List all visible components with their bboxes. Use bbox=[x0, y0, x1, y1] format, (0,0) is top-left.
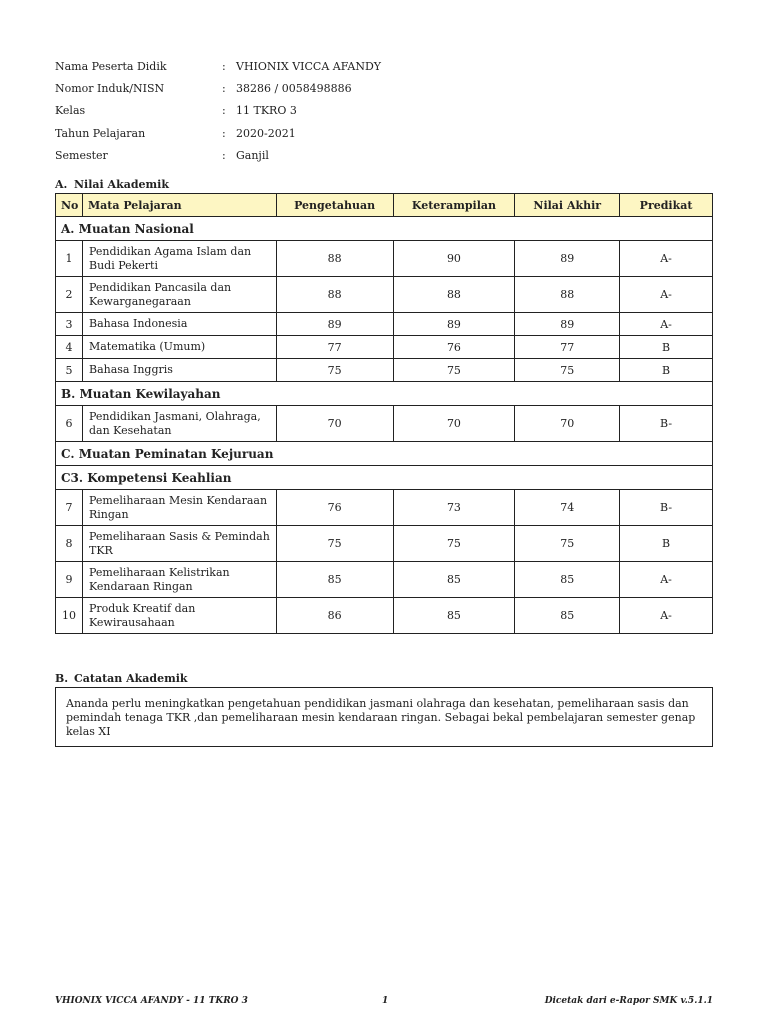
cell-subject: Pemeliharaan Sasis & Pemindah TKR bbox=[82, 526, 276, 562]
table-row bbox=[56, 359, 713, 382]
cell-predikat: A- bbox=[620, 598, 713, 634]
grades-table bbox=[55, 193, 713, 634]
group-row bbox=[56, 442, 713, 466]
cell-predikat: B- bbox=[620, 490, 713, 526]
table-row bbox=[56, 313, 713, 336]
group-label: C. Muatan Peminatan Kejuruan bbox=[56, 442, 713, 466]
cell-keterampilan: 70 bbox=[393, 406, 515, 442]
info-label: Kelas bbox=[55, 104, 86, 118]
cell-keterampilan: 89 bbox=[393, 313, 515, 336]
footer-student: VHIONIX VICCA AFANDY - 11 TKRO 3 bbox=[55, 996, 248, 1006]
cell-subject: Bahasa Indonesia bbox=[82, 313, 276, 336]
cell-subject: Produk Kreatif dan Kewirausahaan bbox=[82, 598, 276, 634]
table-row bbox=[56, 241, 713, 277]
cell-pengetahuan: 89 bbox=[276, 313, 393, 336]
group-label: B. Muatan Kewilayahan bbox=[56, 382, 713, 406]
cell-no: 8 bbox=[56, 526, 83, 562]
group-row bbox=[56, 382, 713, 406]
info-separator: : bbox=[222, 126, 226, 140]
cell-no: 9 bbox=[56, 562, 83, 598]
cell-predikat: A- bbox=[620, 277, 713, 313]
cell-pengetahuan: 77 bbox=[276, 336, 393, 359]
cell-pengetahuan: 85 bbox=[276, 562, 393, 598]
cell-pengetahuan: 75 bbox=[276, 526, 393, 562]
table-row bbox=[56, 562, 713, 598]
cell-nilai-akhir: 85 bbox=[515, 598, 620, 634]
table-row bbox=[56, 277, 713, 313]
cell-subject: Pemeliharaan Mesin Kendaraan Ringan bbox=[82, 490, 276, 526]
header-nilai-akhir: Nilai Akhir bbox=[515, 194, 620, 217]
cell-keterampilan: 75 bbox=[393, 526, 515, 562]
section-title-text: Catatan Akademik bbox=[74, 672, 188, 685]
header-keterampilan: Keterampilan bbox=[393, 194, 515, 217]
info-label: Nama Peserta Didik bbox=[55, 59, 167, 73]
footer-page-number: 1 bbox=[382, 996, 389, 1006]
header-no: No bbox=[56, 194, 83, 217]
cell-no: 6 bbox=[56, 406, 83, 442]
table-row bbox=[56, 598, 713, 634]
cell-predikat: A- bbox=[620, 562, 713, 598]
cell-no: 3 bbox=[56, 313, 83, 336]
cell-predikat: A- bbox=[620, 313, 713, 336]
info-separator: : bbox=[222, 148, 226, 162]
cell-subject: Pendidikan Agama Islam dan Budi Pekerti bbox=[82, 241, 276, 277]
cell-nilai-akhir: 88 bbox=[515, 277, 620, 313]
info-row-name bbox=[55, 55, 381, 77]
cell-pengetahuan: 88 bbox=[276, 241, 393, 277]
cell-keterampilan: 76 bbox=[393, 336, 515, 359]
cell-pengetahuan: 76 bbox=[276, 490, 393, 526]
cell-no: 7 bbox=[56, 490, 83, 526]
academic-note: Ananda perlu meningkatkan pengetahuan pendidikan jasmani olahraga dan kesehatan, pemeliharaan sasis dan pemindah tenaga TKR ,dan pemeliharaan mesin kendaraan ringan. Sebagai bekal pembelajaran semester genap kelas XI bbox=[55, 687, 713, 747]
cell-no: 1 bbox=[56, 241, 83, 277]
info-value: 38286 / 0058498886 bbox=[236, 81, 352, 95]
group-label: C3. Kompetensi Keahlian bbox=[56, 466, 713, 490]
cell-predikat: A- bbox=[620, 241, 713, 277]
cell-subject: Bahasa Inggris bbox=[82, 359, 276, 382]
cell-subject: Pendidikan Jasmani, Olahraga, dan Kesehatan bbox=[82, 406, 276, 442]
cell-subject: Pemeliharaan Kelistrikan Kendaraan Ringan bbox=[82, 562, 276, 598]
cell-predikat: B- bbox=[620, 406, 713, 442]
cell-keterampilan: 73 bbox=[393, 490, 515, 526]
info-row-semester bbox=[55, 144, 381, 166]
cell-keterampilan: 85 bbox=[393, 598, 515, 634]
info-label: Semester bbox=[55, 148, 108, 162]
cell-nilai-akhir: 75 bbox=[515, 359, 620, 382]
cell-predikat: B bbox=[620, 359, 713, 382]
table-row bbox=[56, 526, 713, 562]
info-value: 11 TKRO 3 bbox=[236, 104, 297, 118]
header-pengetahuan: Pengetahuan bbox=[276, 194, 393, 217]
student-info bbox=[55, 55, 381, 166]
cell-keterampilan: 90 bbox=[393, 241, 515, 277]
cell-keterampilan: 75 bbox=[393, 359, 515, 382]
info-separator: : bbox=[222, 59, 226, 73]
table-row bbox=[56, 490, 713, 526]
cell-subject: Matematika (Umum) bbox=[82, 336, 276, 359]
cell-pengetahuan: 86 bbox=[276, 598, 393, 634]
cell-keterampilan: 88 bbox=[393, 277, 515, 313]
group-label: A. Muatan Nasional bbox=[56, 217, 713, 241]
cell-no: 2 bbox=[56, 277, 83, 313]
group-row bbox=[56, 466, 713, 490]
cell-no: 5 bbox=[56, 359, 83, 382]
footer-printed-by: Dicetak dari e-Rapor SMK v.5.1.1 bbox=[544, 996, 713, 1006]
info-row-class bbox=[55, 100, 381, 122]
cell-no: 10 bbox=[56, 598, 83, 634]
section-title-text: Nilai Akademik bbox=[74, 178, 169, 191]
info-value: Ganjil bbox=[236, 148, 269, 162]
cell-keterampilan: 85 bbox=[393, 562, 515, 598]
info-row-nisn bbox=[55, 77, 381, 99]
info-separator: : bbox=[222, 81, 226, 95]
cell-predikat: B bbox=[620, 336, 713, 359]
info-label: Nomor Induk/NISN bbox=[55, 81, 165, 95]
section-a-title bbox=[55, 178, 169, 191]
info-label: Tahun Pelajaran bbox=[55, 126, 146, 140]
cell-nilai-akhir: 74 bbox=[515, 490, 620, 526]
section-letter: B. bbox=[55, 672, 69, 685]
cell-nilai-akhir: 89 bbox=[515, 241, 620, 277]
cell-nilai-akhir: 75 bbox=[515, 526, 620, 562]
table-row bbox=[56, 336, 713, 359]
cell-pengetahuan: 88 bbox=[276, 277, 393, 313]
info-separator: : bbox=[222, 104, 226, 118]
cell-predikat: B bbox=[620, 526, 713, 562]
info-value: VHIONIX VICCA AFANDY bbox=[236, 59, 382, 73]
table-header-row bbox=[56, 194, 713, 217]
info-row-year bbox=[55, 122, 381, 144]
cell-subject: Pendidikan Pancasila dan Kewarganegaraan bbox=[82, 277, 276, 313]
section-b-title bbox=[55, 672, 188, 685]
cell-no: 4 bbox=[56, 336, 83, 359]
group-row bbox=[56, 217, 713, 241]
cell-pengetahuan: 75 bbox=[276, 359, 393, 382]
section-letter: A. bbox=[55, 178, 68, 191]
header-subject: Mata Pelajaran bbox=[82, 194, 276, 217]
header-predikat: Predikat bbox=[620, 194, 713, 217]
cell-nilai-akhir: 89 bbox=[515, 313, 620, 336]
cell-nilai-akhir: 70 bbox=[515, 406, 620, 442]
info-value: 2020-2021 bbox=[236, 126, 296, 140]
cell-nilai-akhir: 77 bbox=[515, 336, 620, 359]
cell-pengetahuan: 70 bbox=[276, 406, 393, 442]
table-row bbox=[56, 406, 713, 442]
cell-nilai-akhir: 85 bbox=[515, 562, 620, 598]
